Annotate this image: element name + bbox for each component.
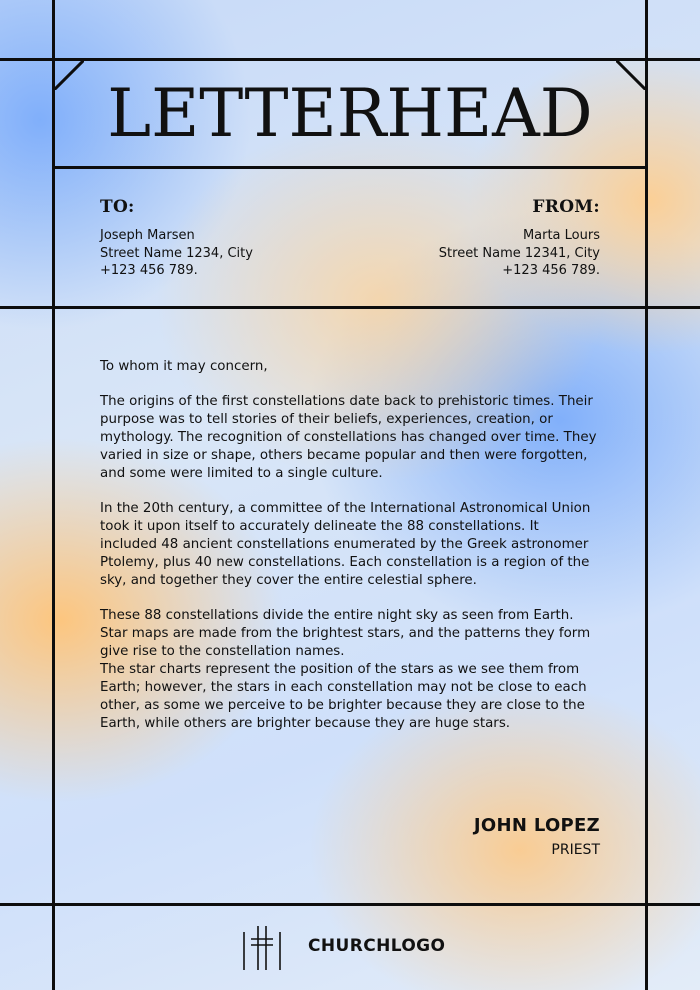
letter-paragraph-3: These 88 constellations divide the entire night sky as seen from Earth. Star maps are made from the brightest stars, and the patterns they form give rise to the constellation names. [100,608,591,659]
frame-right-line [645,0,648,990]
letter-greeting: To whom it may concern, [100,359,268,374]
to-heading: TO: [100,197,135,217]
recipient-block [100,197,360,280]
to-phone: +123 456 789. [100,263,198,278]
church-cross-icon [242,924,282,972]
body-bottom-line [0,903,700,906]
signature-name: JOHN LOPEZ [473,815,600,836]
logo-text: CHURCHLOGO [308,936,446,956]
signature-role: PRIEST [551,842,600,858]
from-heading: FROM: [532,197,600,217]
letter-paragraph-4: The star charts represent the position of the stars as we see them from Earth; however, the stars in each constellation may not be close to each other, as some we perceive to be brighter because they are close to the Earth, while others are brighter because they are huge stars. [100,662,587,731]
top-border-line [0,58,700,61]
letter-paragraph-2: In the 20th century, a committee of the International Astronomical Union took it upon itself to accurately delineate the 88 constellations. It included 48 ancient constellations enumerated by the Greek astronomer Ptolemy, plus 40 new constellations. Each constellation is a region of the sky, and together they cover the entire celestial sphere. [100,501,591,588]
page-title: LETTERHEAD [107,75,593,152]
to-name: Joseph Marsen [100,228,195,243]
letter-body [100,358,600,750]
address-bottom-line [0,306,700,309]
to-address: Street Name 1234, City [100,245,253,261]
sender-block [340,197,600,280]
from-phone: +123 456 789. [502,263,600,278]
from-address: Street Name 12341, City [438,245,600,261]
title-bottom-line [52,166,648,169]
letter-paragraph-1: The origins of the first constellations date back to prehistoric times. Their purpose was to tell stories of their beliefs, experiences, creation, or mythology. The recognition of constellations has changed over time. They varied in size or shape, others became popular and then were forgotten, and some were limited to a single culture. [100,394,597,481]
from-name: Marta Lours [522,228,600,243]
